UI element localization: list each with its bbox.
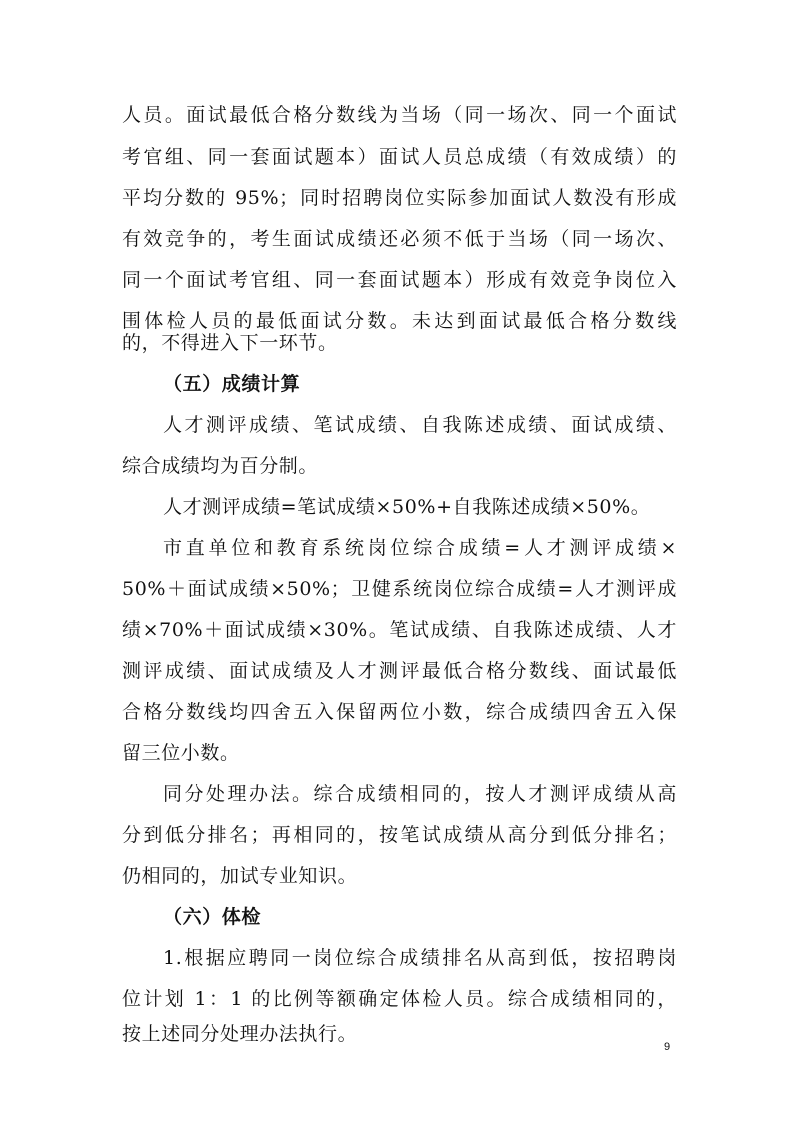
body-text-line: 合格分数线均四舍五入保留两位小数，综合成绩四舍五入保 (122, 701, 677, 723)
section-heading-5: （五）成绩计算 (163, 373, 301, 395)
body-text-line: 平均分数的 95%；同时招聘岗位实际参加面试人数没有形成 (122, 187, 677, 209)
body-text-line: 测评成绩、面试成绩及人才测评最低合格分数线、面试最低 (122, 660, 677, 682)
body-text-line: 人员。面试最低合格分数线为当场（同一场次、同一个面试 (122, 104, 677, 126)
body-text-line: 位计划 1：1 的比例等额确定体检人员。综合成绩相同的， (122, 988, 677, 1010)
body-text-line: 50%＋面试成绩×50%；卫健系统岗位综合成绩=人才测评成 (122, 578, 677, 600)
formula-line: 人才测评成绩=笔试成绩×50%+自我陈述成绩×50%。 (163, 496, 651, 518)
body-text-line: 留三位小数。 (122, 742, 240, 764)
body-text-line: 绩×70%＋面试成绩×30%。笔试成绩、自我陈述成绩、人才 (122, 619, 677, 641)
body-text-line: 的，不得进入下一环节。 (122, 332, 338, 354)
body-text-line: 市直单位和教育系统岗位综合成绩=人才测评成绩× (163, 537, 677, 559)
body-text-line: 围体检人员的最低面试分数。未达到面试最低合格分数线 (122, 310, 677, 332)
body-text-line: 同一个面试考官组、同一套面试题本）形成有效竞争岗位入 (122, 269, 677, 291)
body-text-line: 考官组、同一套面试题本）面试人员总成绩（有效成绩）的 (122, 146, 677, 168)
body-text-line: 仍相同的，加试专业知识。 (122, 865, 358, 887)
body-text-line: 同分处理办法。综合成绩相同的，按人才测评成绩从高 (163, 783, 677, 805)
section-heading-6: （六）体检 (163, 906, 262, 928)
body-text-line: 按上述同分处理办法执行。 (122, 1023, 358, 1045)
body-text-line: 1.根据应聘同一岗位综合成绩排名从高到低，按招聘岗 (163, 947, 677, 969)
body-text-line: 有效竞争的，考生面试成绩还必须不低于当场（同一场次、 (122, 228, 677, 250)
page-number: 9 (664, 1041, 671, 1053)
body-text-line: 分到低分排名；再相同的，按笔试成绩从高分到低分排名； (122, 824, 677, 846)
body-text-line: 人才测评成绩、笔试成绩、自我陈述成绩、面试成绩、 (163, 414, 677, 436)
body-text-line: 综合成绩均为百分制。 (122, 455, 319, 477)
